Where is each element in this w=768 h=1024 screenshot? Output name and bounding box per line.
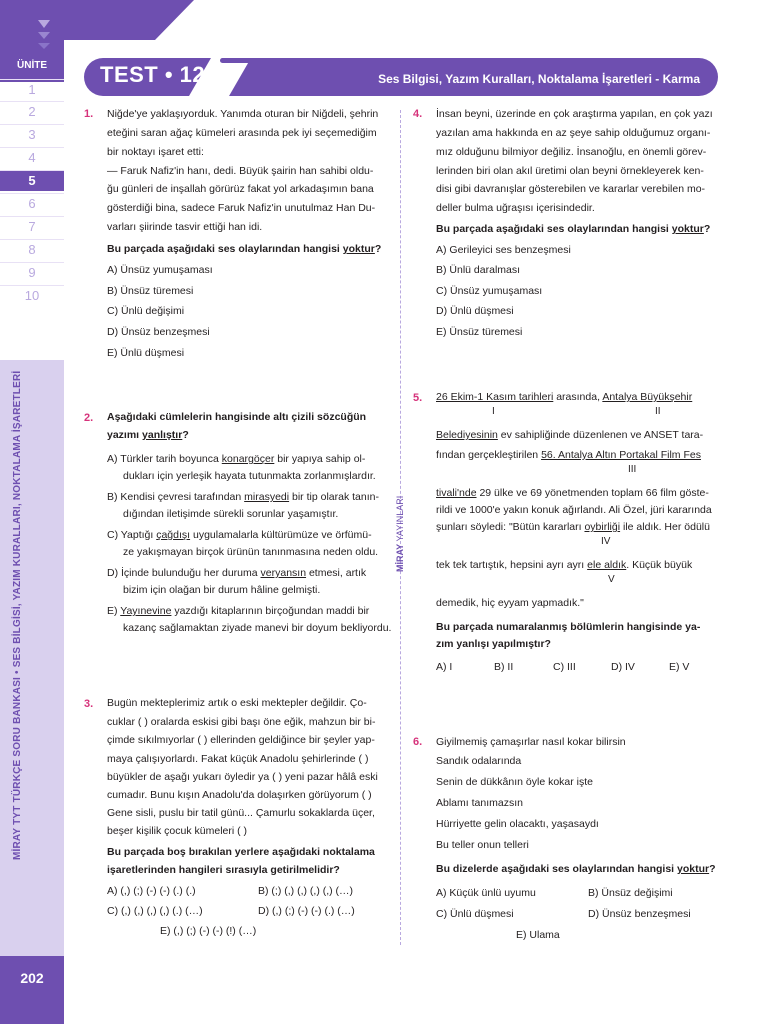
passage-text: tek tek tartıştık, hepsini ayrı ayrı — [436, 559, 588, 571]
numbered-segment: 26 Ekim-1 Kasım tarihleri — [436, 391, 554, 403]
passage-line: rildi ve 1000'e yakın konuk ağırlandı. Ali Özel, jüri kararında — [436, 504, 712, 516]
roman-numeral-label: III — [628, 464, 637, 475]
answer-option[interactable]: E) Ulama — [516, 929, 560, 941]
passage-line: yazılan ama hakkında en az şeye sahip olduğumuz organı- — [436, 127, 711, 139]
unit-number[interactable]: 9 — [0, 262, 64, 283]
option-continuation: bizim için olağan bir durum hâline gelmişti. — [123, 584, 321, 596]
test-subtitle: Ses Bilgisi, Yazım Kuralları, Noktalama İşaretleri - Karma — [378, 72, 700, 86]
passage-line — [436, 448, 701, 462]
option-text: yazdığı kitaplarının birçoğundan maddi bir — [171, 605, 370, 617]
underlined-word: Yayınevine — [120, 605, 172, 617]
passage-line: çimde sıkılmıyorlar ( ) ellerinden geldiğince bir şeyler yap- — [107, 734, 375, 746]
poem-line: Ablamı tanımazsın — [436, 797, 523, 809]
unit-number[interactable]: 6 — [0, 193, 64, 214]
stem-text: yazımı — [107, 429, 143, 441]
answer-option[interactable]: D) Ünlü düşmesi — [436, 305, 514, 317]
option-continuation: dukları için yerleşik hayata tutunmakta zorlanmışlardır. — [123, 470, 376, 482]
passage-line: demedik, hiç eyyam yapmadık." — [436, 597, 584, 609]
answer-option[interactable]: C) Ünsüz yumuşaması — [436, 285, 543, 297]
unit-number[interactable]: 2 — [0, 101, 64, 122]
publisher-brand: MİRAY — [395, 543, 405, 572]
stem-end: ? — [182, 429, 189, 441]
passage-line: varları şiirinde tasvir ettiği han idi. — [107, 221, 263, 233]
poem-line: Hürriyette gelin olacaktı, yaşasaydı — [436, 818, 599, 830]
question-number: 6. — [413, 736, 423, 748]
answer-option[interactable]: A) Küçük ünlü uyumu — [436, 887, 536, 899]
passage-line: mız olduğunu bilmiyor değiliz. İnsanoğlu, en önemli görev- — [436, 146, 707, 158]
answer-option[interactable]: E) Ünlü düşmesi — [107, 347, 185, 359]
answer-option[interactable]: D) Ünsüz benzeşmesi — [107, 326, 210, 338]
numbered-segment: ele aldık — [587, 559, 627, 571]
answer-option[interactable]: E) V — [669, 661, 690, 673]
passage-line — [436, 428, 703, 442]
answer-option[interactable]: B) Ünsüz değişimi — [588, 887, 673, 899]
passage-line: İnsan beyni, üzerinde en çok araştırma yapılan, en çok yazı — [436, 108, 713, 120]
passage-line: gösterdiği bina, sadece Faruk Nafiz'in unutulmaz Han Du- — [107, 202, 376, 214]
question-number: 5. — [413, 392, 423, 404]
answer-option[interactable]: A) Gerileyici ses benzeşmesi — [436, 244, 571, 256]
chevron-down-icon — [38, 32, 50, 39]
option-text: bir tip olarak tanın- — [289, 491, 379, 503]
passage-text: şunları söyledi: "Bütün kararları — [436, 521, 585, 533]
numbered-segment: oybirliği — [584, 521, 621, 533]
passage-line: cumadır. Bunu kışın Anadolu'da dolaşırken görüyorum ( ) — [107, 789, 372, 801]
question-stem — [436, 862, 716, 876]
unit-number[interactable]: 7 — [0, 216, 64, 237]
stem-emphasis: yoktur — [342, 243, 375, 255]
stem-text: Bu dizelerde aşağıdaki ses olaylarından hangisi — [436, 863, 678, 875]
roman-numeral-label: V — [608, 574, 615, 585]
answer-option[interactable] — [107, 452, 365, 466]
answer-option[interactable]: C) Ünlü düşmesi — [436, 908, 514, 920]
passage-line: — Faruk Nafiz'in hanı, dedi. Büyük şairin han sahibi oldu- — [107, 165, 374, 177]
option-text: A) Türkler tarih boyunca — [107, 453, 222, 465]
page-number: 202 — [20, 970, 44, 986]
underlined-word: çağdışı — [156, 529, 191, 541]
unit-number[interactable]: 4 — [0, 147, 64, 168]
passage-line: büyükler de aşağı yukarı öyledir ya ( ) yeni pazar hâlâ eski — [107, 771, 378, 783]
publisher-label — [395, 496, 405, 572]
unit-number[interactable]: 8 — [0, 239, 64, 260]
unit-label: ÜNİTE — [17, 60, 47, 71]
question-stem: Bu parçada boş bırakılan yerlere aşağıdaki noktalama — [107, 846, 375, 858]
question-stem: Bu parçada numaralanmış bölümlerin hangisinde ya- — [436, 621, 701, 633]
passage-line — [436, 558, 692, 572]
unit-number[interactable]: 1 — [0, 79, 64, 100]
page-number-block — [0, 956, 64, 1024]
stem-end: ? — [709, 863, 716, 875]
roman-numeral-label: II — [655, 406, 661, 417]
underlined-word: konargöçer — [221, 453, 275, 465]
underlined-word: veryansın — [260, 567, 307, 579]
answer-option[interactable]: D) Ünsüz benzeşmesi — [588, 908, 691, 920]
stem-end: ? — [374, 243, 382, 255]
chevron-down-icon — [38, 20, 50, 28]
question-number: 4. — [413, 108, 423, 120]
question-stem: işaretlerinden hangileri sırasıyla getirilmelidir? — [107, 864, 340, 876]
passage-line — [436, 390, 692, 404]
stem-end: ? — [703, 223, 711, 235]
question-stem: Aşağıdaki cümlelerin hangisinde altı çizili sözcüğün — [107, 411, 367, 423]
question-number: 1. — [84, 108, 94, 120]
answer-option[interactable] — [107, 490, 379, 504]
numbered-segment: Belediyesinin — [436, 429, 498, 441]
passage-text: ev sahipliğinde düzenlenen ve ANSET tara- — [497, 429, 704, 441]
passage-line — [436, 486, 709, 500]
option-text: E) — [107, 605, 121, 617]
stem-text: Bu parçada aşağıdaki ses olaylarından hangisi — [107, 243, 343, 255]
answer-option[interactable]: A) Ünsüz yumuşaması — [107, 264, 213, 276]
stem-emphasis: yanlıştır — [142, 429, 183, 441]
publisher-rest: YAYINLARI — [395, 495, 405, 544]
header-accent-line — [220, 58, 340, 63]
numbered-segment: tivali'nde — [436, 487, 477, 499]
passage-line: deller bulma uğraşısı içerisindedir. — [436, 202, 595, 214]
answer-option[interactable]: B) (;) (,) (,) (,) (,) (…) — [258, 885, 354, 897]
option-text: bir yapıya sahip ol- — [274, 453, 366, 465]
option-continuation: ze yakışmayan birçok ürünün tanınmasına neden oldu. — [123, 546, 379, 558]
passage-line: eteğini saran ağaç kümeleri arasında pek iyi seçemediğim — [107, 127, 377, 139]
roman-numeral-label: I — [492, 406, 495, 417]
answer-option[interactable]: A) (,) (;) (-) (-) (.) (.) — [107, 885, 196, 897]
passage-line: Niğde'ye yaklaşıyorduk. Yanımda oturan bir Niğdeli, şehrin — [107, 108, 379, 120]
unit-number[interactable]: 3 — [0, 124, 64, 145]
passage-line: Bugün mekteplerimiz artık o eski mektepler değildir. Ço- — [107, 697, 367, 709]
unit-sidebar — [0, 0, 64, 1024]
answer-option[interactable]: B) Ünsüz türemesi — [107, 285, 194, 297]
answer-option[interactable]: E) Ünsüz türemesi — [436, 326, 523, 338]
option-text: etmesi, artık — [306, 567, 367, 579]
answer-option[interactable]: D) (,) (;) (-) (-) (.) (…) — [258, 905, 355, 917]
option-text: C) Yaptığı — [107, 529, 157, 541]
question-stem — [436, 222, 710, 236]
passage-line: bir noktayı işaret etti: — [107, 146, 204, 158]
sidebar-lower-band — [0, 360, 64, 1024]
passage-text: arasında, — [553, 391, 603, 403]
answer-option[interactable]: C) III — [553, 661, 576, 673]
option-continuation: kazanç sağlamaktan ziyade manevi bir doyum bekliyordu. — [123, 622, 392, 634]
poem-line: Giyilmemiş çamaşırlar nasıl kokar bilirsin — [436, 736, 626, 748]
passage-line: disi gibi davranışlar gösterebilen ve kararlar verebilen mo- — [436, 183, 706, 195]
poem-line: Bu teller onun telleri — [436, 839, 529, 851]
answer-option[interactable]: A) I — [436, 661, 453, 673]
question-stem — [107, 428, 189, 442]
answer-option[interactable] — [107, 566, 366, 580]
passage-text: ile aldık. Her ödülü — [620, 521, 710, 533]
book-series-title: MİRAY TYT TÜRKÇE SORU BANKASI • SES BİLGİSİ, YAZIM KURALLARI, NOKTALAMA İŞARETLERİ — [12, 370, 23, 860]
passage-line — [436, 520, 710, 534]
question-number: 3. — [84, 698, 94, 710]
passage-line: ğu günleri de inşallah görürüz fakat yol arkadaşımın bana — [107, 183, 374, 195]
poem-line: Senin de dükkânın öyle kokar işte — [436, 776, 594, 788]
passage-line: Gene sisli, puslu bir tatil günü... Çamurlu sokaklarda üçer, — [107, 807, 375, 819]
answer-option[interactable]: C) (,) (,) (,) (,) (.) (…) — [107, 905, 203, 917]
answer-option[interactable]: B) Ünlü daralması — [436, 264, 521, 276]
passage-line: beşer kişilik çocuk kümeleri ( ) — [107, 825, 248, 837]
option-text: uygulamalarla kültürümüze ve örfümü- — [190, 529, 372, 541]
passage-text: 29 ülke ve 69 yönetmenden toplam 66 film göste- — [476, 487, 709, 499]
stem-text: Bu parçada aşağıdaki ses olaylarından hangisi — [436, 223, 672, 235]
numbered-segment: 56. Antalya Altın Portakal Film Fes — [541, 449, 701, 461]
underlined-word: mirasyedi — [244, 491, 290, 503]
option-text: D) İçinde bulunduğu her duruma — [107, 567, 261, 579]
stem-emphasis: yoktur — [671, 223, 704, 235]
unit-number[interactable]: 10 — [0, 285, 64, 306]
top-decoration — [64, 0, 194, 40]
roman-numeral-label: IV — [601, 536, 611, 547]
test-title: TEST • 12 — [100, 62, 206, 87]
numbered-segment: Antalya Büyükşehir — [602, 391, 693, 403]
option-continuation: dığından iletişimde sürekli sorunlar yaşamıştır. — [123, 508, 339, 520]
question-stem — [107, 242, 381, 256]
answer-option[interactable]: E) (,) (;) (-) (-) (!) (…) — [160, 925, 257, 937]
passage-line: lerinden biri olan akıl üretimi olan beyni örnekleyerek ken- — [436, 165, 704, 177]
answer-option[interactable]: B) II — [494, 661, 514, 673]
unit-number-active[interactable]: 5 — [0, 170, 64, 191]
question-number: 2. — [84, 412, 94, 424]
passage-text: fından gerçekleştirilen — [436, 449, 542, 461]
answer-option[interactable] — [107, 528, 372, 542]
answer-option[interactable] — [107, 604, 369, 618]
option-text: B) Kendisi çevresi tarafından — [107, 491, 245, 503]
passage-text: . Küçük büyük — [626, 559, 693, 571]
answer-option[interactable]: D) IV — [611, 661, 635, 673]
passage-line: cuklar ( ) oralarda eskisi gibi başı öne eğik, mahzun bir bi- — [107, 716, 376, 728]
poem-line: Sandık odalarında — [436, 755, 522, 767]
passage-line: maya çalışıyorlardı. Fakat küçük Anadolu şehirlerinde ( ) — [107, 753, 369, 765]
stem-emphasis: yoktur — [677, 863, 710, 875]
question-stem: zım yanlışı yapılmıştır? — [436, 638, 551, 650]
answer-option[interactable]: C) Ünlü değişimi — [107, 305, 185, 317]
chevron-down-icon — [38, 43, 50, 49]
